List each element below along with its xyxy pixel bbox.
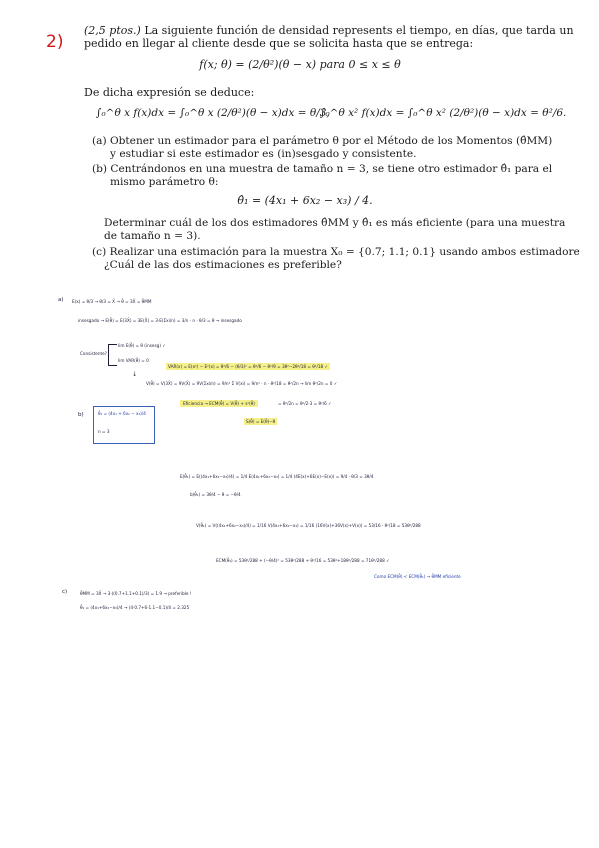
part-b-line-4: de tamaño n = 3). [104,230,201,242]
hw-c-line-1: θ̂MM = 3X̄ → 3·((0.7+1.1+0.1)/3) = 1.9 → preferible ! [80,591,192,596]
hw-b-label: b) [78,412,84,418]
hw-b-box [93,406,155,444]
hw-brace [108,344,117,366]
hw-consistent-label: Consistente? [80,351,107,356]
deduce-label: De dicha expresión se deduce: [84,86,255,99]
hw-a-line-1: E(x) = θ/3 → θ/3 = X̄ → θ̂ = 3X̄ = θ̂MM [72,299,152,304]
intro-text-2: pedido en llegar al cliente desde que se solicita hasta que se entrega: [84,37,474,50]
hw-b-theta1: b(θ̂₁) = 3θ/4 − θ = −θ/4 [190,492,241,497]
intro-line-1 [84,24,584,37]
points: (2,5 ptos.) [84,24,141,37]
part-b-line-2: mismo parámetro θ: [110,176,219,188]
hw-var-line: V(θ̂) = V(3X̄) = 9V(X̄) = 9V(Σxi/n) = 9/n² Σ V(xi) = 9/n² · n · θ²/18 = θ²/2n → lim θ²/2n = 0 ✓ [146,381,338,386]
hw-consistent-cond-2: lim VAR(θ̂) = 0 [118,358,149,363]
hw-sesgo-label: S(θ̂) = E(θ̂)−θ [246,419,276,424]
hw-b-box-n: n = 3 [98,429,110,434]
density-formula: f(x; θ) = (2/θ²)(θ − x) para 0 ≤ x ≤ θ [199,58,401,71]
hw-down-arrow: ↓ [132,371,138,378]
hw-v-theta1: V(θ̂₁) = V((4x₁+6x₂−x₃)/4) = 1/16 V(4x₁+6x₂−x₃) = 1/16 (16V(x)+36V(x)+V(x)) = 53/16 · θ²/18 = 53θ²/288 [196,523,421,528]
hw-ecm-mm: = θ²/2n = θ²/2·3 = θ²/6 ✓ [278,401,332,406]
integral-first: ∫₀^θ x f(x)dx = ∫₀^θ x (2/θ²)(θ − x)dx = θ/3, [96,107,330,119]
hw-var-highlight: VAR(x) = E(x²) − E²(x) = θ²/6 − (θ/3)² = θ²/6 − θ²/9 = 3θ²−2θ²/18 = θ²/18 ✓ [168,364,329,369]
hw-a-line-2: insesgado → E(θ̂) = E(3X̄) = 3E(X̄) = 3·E(Σxi/n) = 3/n · n · θ/3 = θ → insesgado [78,318,242,323]
part-b-line-3: Determinar cuál de los dos estimadores θ̂MM y θ̂₁ es más eficiente (para una muestra [104,217,566,229]
hw-a-label: a) [58,297,64,303]
part-b-formula: θ̂₁ = (4x₁ + 6x₂ − x₃) / 4. [237,194,373,207]
hw-efficiency-highlight: Eficiencia → ECM(θ̂) = V(θ̂) + s²(θ̂) [180,400,258,407]
part-c-line-1: (c) Realizar una estimación para la muestra X₀ = {0.7; 1.1; 0.1} usando ambos estimadore [92,246,580,258]
integral-second: ∫₀^θ x² f(x)dx = ∫₀^θ x² (2/θ²)(θ − x)dx = θ²/6. [320,107,567,119]
hw-conclusion: Como ECM(θ̂) < ECM(θ̂₁) → θ̂MM eficiente [374,574,461,579]
hw-ecm-theta1: ECM(θ̂₁) = 53θ²/288 + (−θ/4)² = 53θ²/288 + θ²/16 = 53θ²+18θ²/288 = 71θ²/288 ✓ [216,558,390,563]
part-a-line-1: (a) Obtener un estimador para el parámetro θ por el Método de los Momentos (θ̂MM) [92,135,553,147]
hw-e-theta1: E(θ̂₁) = E((4x₁+6x₂−x₃)/4) = 1/4 E(4x₁+6x₂−x₃) = 1/4 (4E(x)+6E(x)−E(x)) = 9/4 · θ/3 = 3θ/4 [180,474,374,479]
part-c-line-2: ¿Cuál de las dos estimaciones es preferible? [104,259,342,271]
part-b-line-1: (b) Centrándonos en una muestra de tamaño n = 3, se tiene otro estimador θ̂₁ para el [92,163,553,175]
problem-number: 2) [46,32,64,52]
hw-c-line-2: θ̂₁ = (4x₁+6x₂−x₃)/4 → (4·0.7+6·1.1−0.1)/4 = 2.325 [80,605,190,610]
intro-text-1: La siguiente función de densidad represents el tiempo, en días, que tarda un [144,24,574,37]
part-a-line-2: y estudiar si este estimador es (in)sesgado y consistente. [110,148,417,160]
hw-c-label: c) [62,589,68,595]
hw-b-box-formula: θ̂₁ = (4x₁ + 6x₂ − x₃)/4 [98,411,146,416]
hw-consistent-cond-1: lim E(θ̂) = θ (insesg) ✓ [118,343,166,348]
